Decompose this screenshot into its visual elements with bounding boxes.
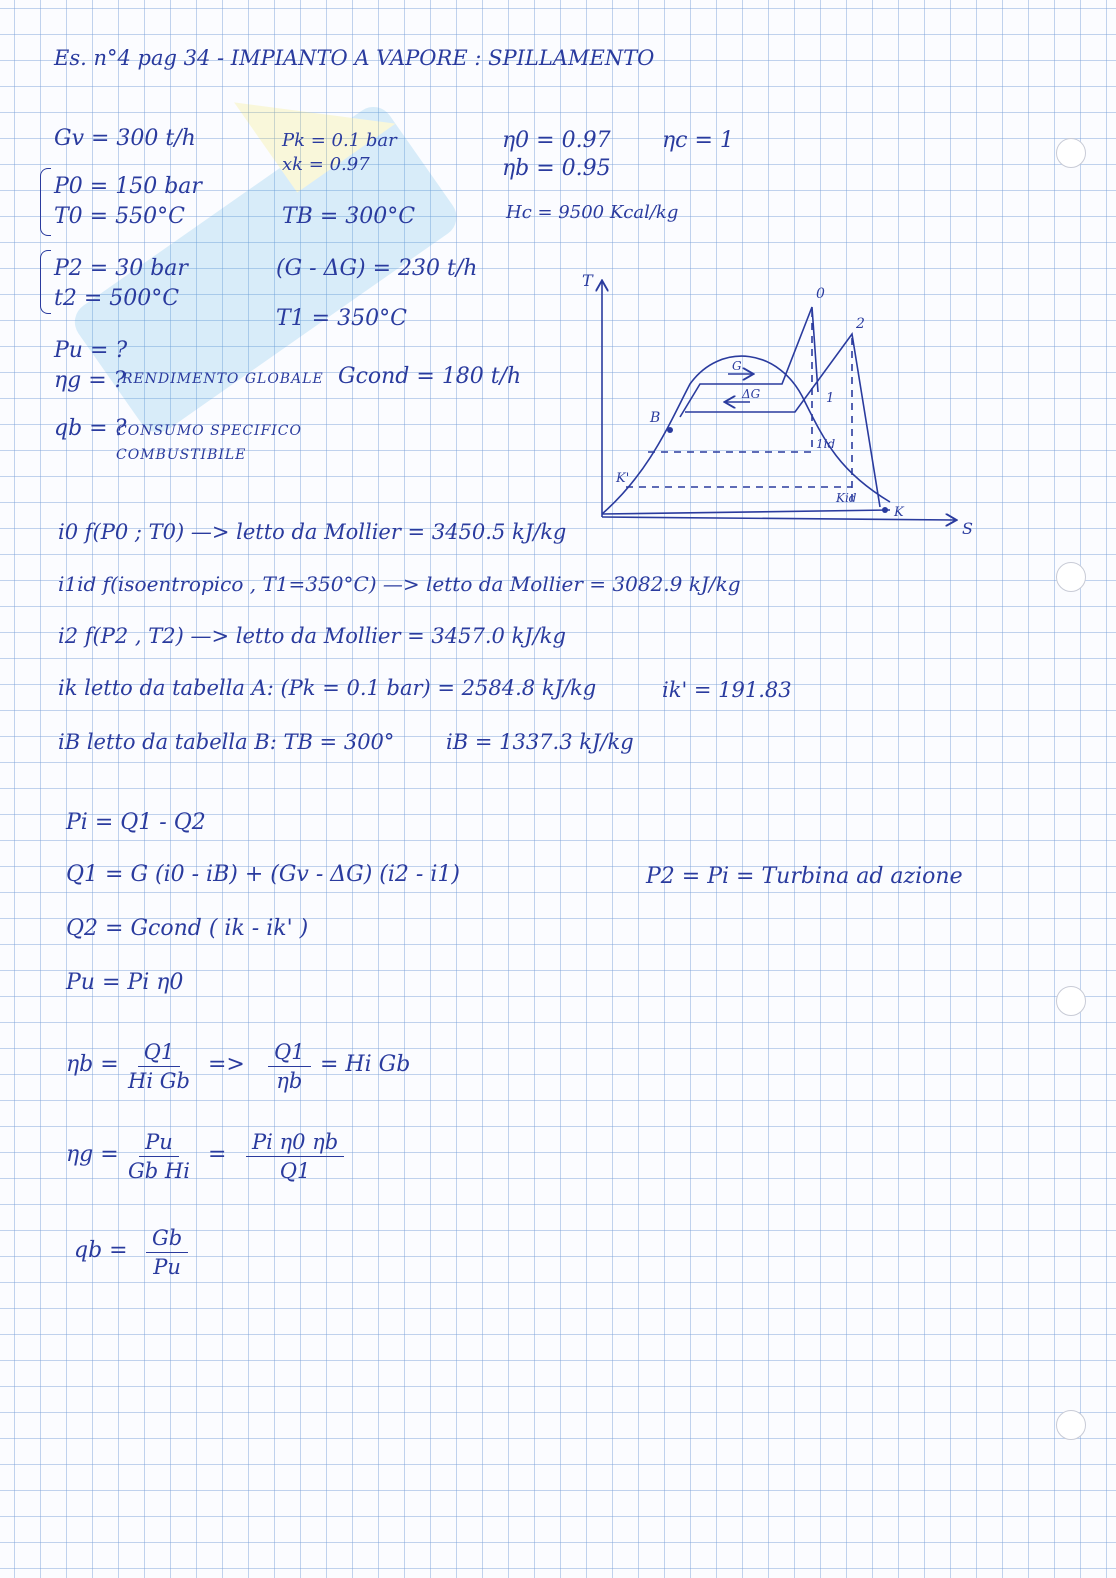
brace [40,168,51,236]
fraction-denominator: Pu [153,1255,181,1279]
given-p2: P2 = 30 bar [54,256,188,281]
enthalpy-ik: ik letto da tabella A: (Pk = 0.1 bar) = 2584.8 kJ/kg [58,676,597,700]
fraction-eta-g [128,1130,190,1183]
fraction-denominator: Gb Hi [128,1159,190,1183]
fraction-denominator: Hi Gb [128,1069,190,1093]
label-point-0: 0 [816,286,825,302]
given-t1: T1 = 350°C [276,306,407,331]
label-point-1id: 1id [816,437,836,451]
fraction-numerator: Pi η0 ηb [246,1130,344,1157]
fraction-numerator: Gb [146,1226,188,1253]
given-etab: ηb = 0.95 [502,156,611,181]
fraction-denominator: Q1 [279,1159,311,1183]
fraction-denominator: ηb [276,1069,303,1093]
equation-q2: Q2 = Gcond ( ik - ik' ) [66,916,309,941]
label-combustibile: COMBUSTIBILE [116,447,247,463]
label-point-k: K [894,505,904,520]
equation-eta-b-rhs: = Hi Gb [320,1052,411,1077]
punch-hole [1056,138,1086,168]
fraction-eta-g-result [246,1130,344,1183]
label-point-1: 1 [826,391,835,406]
fraction-eta-b [128,1040,190,1093]
enthalpy-ib-value: iB = 1337.3 kJ/kg [446,730,634,754]
implies-sign: => [208,1052,245,1077]
label-point-k-prime: K' [616,471,630,486]
equation-q1: Q1 = G (i0 - iB) + (Gv - ΔG) (i2 - i1) [66,862,460,887]
punch-hole [1056,986,1086,1016]
label-point-2: 2 [856,316,865,332]
given-t2: t2 = 500°C [54,286,180,311]
equation-eta-g-lhs: ηg = [66,1142,119,1167]
brace [40,250,51,314]
label-point-b: B [650,410,661,426]
fraction-qb [146,1226,188,1279]
given-gcond: Gcond = 180 t/h [338,364,522,389]
fraction-eta-b-result [268,1040,311,1093]
label-rendimento-globale: RENDIMENTO GLOBALE [122,371,324,387]
unknown-pu: Pu = ? [54,338,128,363]
enthalpy-ik-prime: ik' = 191.83 [662,678,792,702]
enthalpy-i2: i2 f(P2 , T2) —> letto da Mollier = 3457.0 kJ/kg [58,624,566,648]
given-xk: xk = 0.97 [282,154,370,175]
enthalpy-i0: i0 f(P0 ; T0) —> letto da Mollier = 3450.5 kJ/kg [58,520,567,544]
given-gv: Gv = 300 t/h [54,126,196,151]
punch-hole [1056,562,1086,592]
given-t0: T0 = 550°C [54,204,185,229]
enthalpy-ib: iB letto da tabella B: TB = 300° [58,730,395,754]
given-etac: ηc = 1 [662,128,734,153]
label-flow-g: G [732,359,742,373]
enthalpy-i1id: i1id f(isoentropico , T1=350°C) —> letto da Mollier = 3082.9 kJ/kg [58,572,741,596]
equals-sign: = [208,1142,227,1167]
label-point-kid: Kid [836,491,857,505]
given-eta0: η0 = 0.97 [502,128,611,153]
given-hc: Hc = 9500 Kcal/kg [506,202,679,223]
given-tb: TB = 300°C [282,204,416,229]
label-axis-s: S [962,519,973,538]
fraction-numerator: Q1 [138,1040,181,1067]
fraction-numerator: Pu [139,1130,179,1157]
label-consumo-specifico: CONSUMO SPECIFICO [116,423,302,439]
given-g-minus-dg: (G - ΔG) = 230 t/h [276,256,478,281]
given-p0: P0 = 150 bar [54,174,202,199]
cycle-reheat [685,334,880,507]
fraction-numerator: Q1 [268,1040,311,1067]
equation-eta-b-lhs: ηb = [66,1052,119,1077]
equation-pu: Pu = Pi η0 [66,970,184,995]
ts-diagram [582,262,990,552]
label-flow-dg: ΔG [742,387,761,401]
equation-qb-lhs: qb = [74,1238,128,1263]
unknown-eta-g: ηg = ? [54,368,126,393]
equation-pi: Pi = Q1 - Q2 [66,810,206,835]
equation-p2-note: P2 = Pi = Turbina ad azione [646,864,963,889]
cycle-condensation [602,510,890,514]
given-pk: Pk = 0.1 bar [282,130,397,151]
label-axis-t: T [582,271,593,290]
punch-hole [1056,1410,1086,1440]
unknown-qb: qb = ? [54,416,127,441]
page-title: Es. n°4 pag 34 - IMPIANTO A VAPORE : SPILLAMENTO [54,46,655,70]
